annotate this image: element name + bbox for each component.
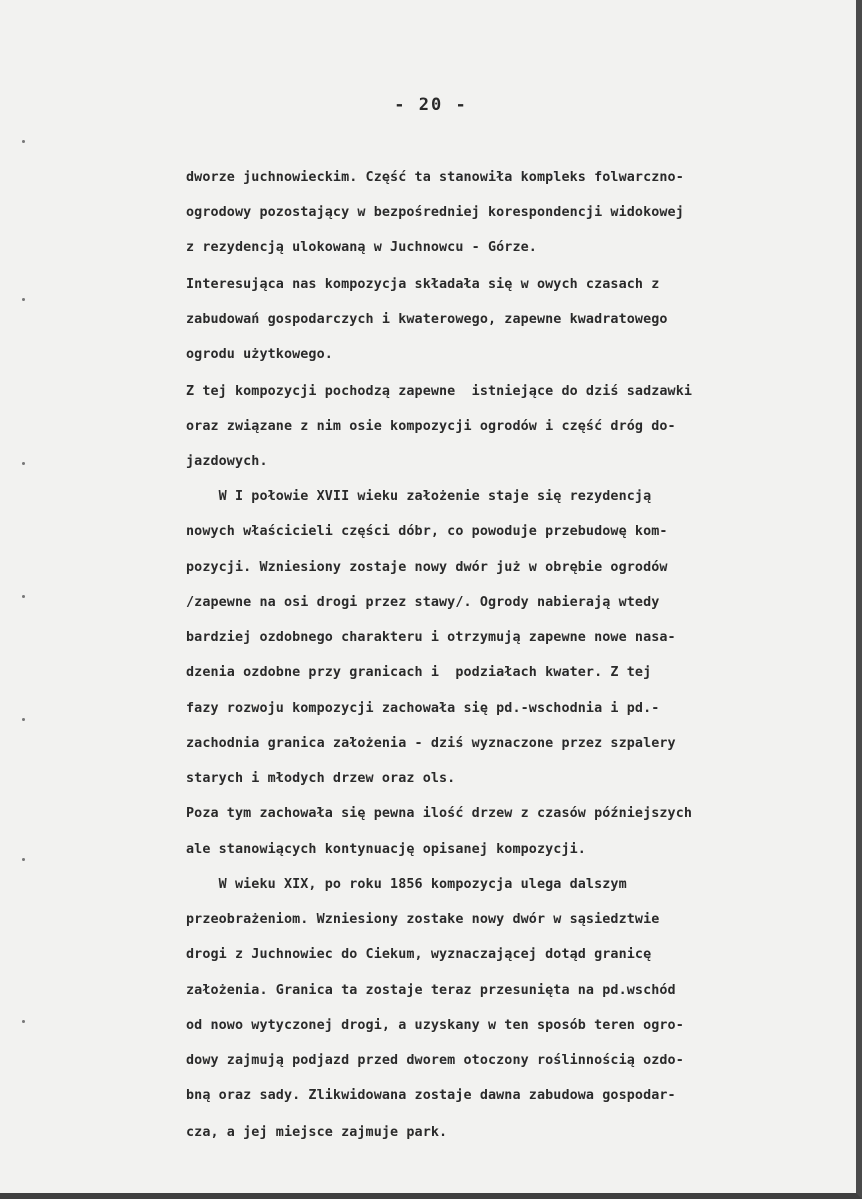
text-line: drogi z Juchnowiec do Ciekum, wyznaczającej dotąd granicę	[186, 947, 652, 962]
text-line: od nowo wytyczonej drogi, a uzyskany w ten sposób teren ogro-	[186, 1018, 684, 1033]
margin-mark	[22, 462, 25, 465]
margin-mark	[22, 718, 25, 721]
text-line: założenia. Granica ta zostaje teraz przesunięta na pd.wschód	[186, 983, 676, 998]
text-line: przeobrażeniom. Wzniesiony zostake nowy dwór w sąsiedztwie	[186, 912, 660, 927]
text-line: dzenia ozdobne przy granicach i podziałach kwater. Z tej	[186, 665, 652, 680]
margin-mark	[22, 858, 25, 861]
text-line: W I połowie XVII wieku założenie staje się rezydencją	[186, 489, 652, 504]
text-line: dowy zajmują podjazd przed dworem otoczony roślinnością ozdo-	[186, 1053, 684, 1068]
text-line: z rezydencją ulokowaną w Juchnowcu - Górze.	[186, 240, 537, 255]
text-line: ale stanowiących kontynuację opisanej kompozycji.	[186, 842, 586, 857]
text-line: Z tej kompozycji pochodzą zapewne istniejące do dziś sadzawki	[186, 384, 693, 399]
text-line: starych i młodych drzew oraz ols.	[186, 771, 456, 786]
margin-mark	[22, 140, 25, 143]
text-line: bardziej ozdobnego charakteru i otrzymują zapewne nowe nasa-	[186, 630, 676, 645]
text-line: dworze juchnowieckim. Część ta stanowiła kompleks folwarczno-	[186, 170, 684, 185]
text-line: W wieku XIX, po roku 1856 kompozycja ulega dalszym	[186, 877, 627, 892]
page-number: - 20 -	[394, 95, 468, 115]
margin-mark	[22, 1020, 25, 1023]
text-line: pozycji. Wzniesiony zostaje nowy dwór już w obrębie ogrodów	[186, 560, 668, 575]
text-line: cza, a jej miejsce zajmuje park.	[186, 1125, 448, 1140]
text-line: zachodnia granica założenia - dziś wyznaczone przez szpalery	[186, 736, 676, 751]
text-line: Poza tym zachowała się pewna ilość drzew z czasów późniejszych	[186, 806, 693, 821]
text-line: Interesująca nas kompozycja składała się w owych czasach z	[186, 277, 660, 292]
text-line: bną oraz sady. Zlikwidowana zostaje dawna zabudowa gospodar-	[186, 1088, 676, 1103]
text-line: ogrodu użytkowego.	[186, 347, 333, 362]
text-line: nowych właścicieli części dóbr, co powoduje przebudowę kom-	[186, 524, 668, 539]
text-line: oraz związane z nim osie kompozycji ogrodów i część dróg do-	[186, 419, 676, 434]
margin-mark	[22, 595, 25, 598]
text-line: /zapewne na osi drogi przez stawy/. Ogrody nabierają wtedy	[186, 595, 660, 610]
margin-mark	[22, 298, 25, 301]
text-line: jazdowych.	[186, 454, 268, 469]
text-line: fazy rozwoju kompozycji zachowała się pd.-wschodnia i pd.-	[186, 701, 660, 716]
text-line: ogrodowy pozostający w bezpośredniej korespondencji widokowej	[186, 205, 684, 220]
text-line: zabudowań gospodarczych i kwaterowego, zapewne kwadratowego	[186, 312, 668, 327]
